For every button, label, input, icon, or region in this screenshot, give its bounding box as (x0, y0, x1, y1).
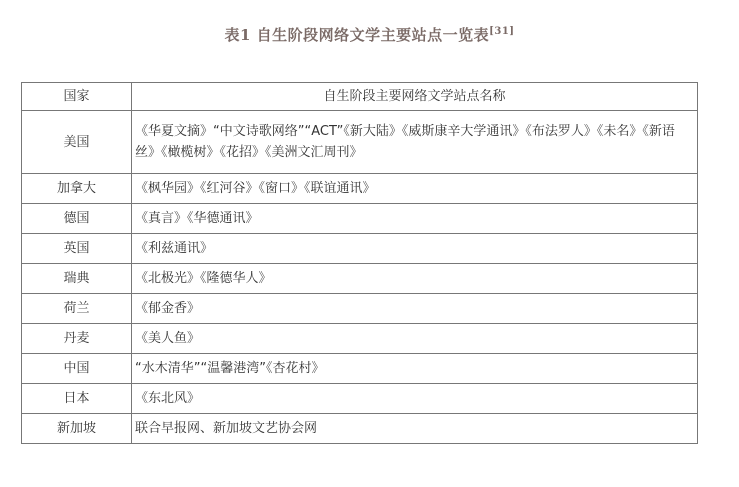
table-row (22, 204, 698, 234)
country-cell: 英国 (22, 234, 132, 264)
sites-cell: 《东北风》 (132, 384, 698, 414)
sites-cell: 联合早报网、新加坡文艺协会网 (132, 414, 698, 444)
table-header-row (22, 83, 698, 111)
country-cell: 美国 (22, 111, 132, 174)
table-row (22, 234, 698, 264)
header-sites: 自生阶段主要网络文学站点名称 (132, 83, 698, 111)
sites-cell: 《真言》《华德通讯》 (132, 204, 698, 234)
sites-cell: 《美人鱼》 (132, 324, 698, 354)
table-row (22, 264, 698, 294)
sites-cell: 《华夏文摘》“中文诗歌网络”“ACT”《新大陆》《威斯康辛大学通讯》《布法罗人》《未名》《新语丝》《橄榄树》《花招》《美洲文汇周刊》 (132, 111, 698, 174)
citation-marker: [31] (489, 26, 515, 37)
country-cell: 新加坡 (22, 414, 132, 444)
table-row (22, 294, 698, 324)
table-row (22, 354, 698, 384)
country-cell: 丹麦 (22, 324, 132, 354)
caption-title: 表1 自生阶段网络文学主要站点一览表 (224, 26, 490, 44)
table-caption (0, 24, 739, 45)
sites-cell: 《利兹通讯》 (132, 234, 698, 264)
sites-cell: 《枫华园》《红河谷》《窗口》《联谊通讯》 (132, 174, 698, 204)
table-row (22, 111, 698, 174)
country-cell: 日本 (22, 384, 132, 414)
country-cell: 荷兰 (22, 294, 132, 324)
sites-cell: 《郁金香》 (132, 294, 698, 324)
sites-table (21, 82, 698, 444)
sites-cell: 《北极光》《隆德华人》 (132, 264, 698, 294)
sites-cell: “水木清华”“温馨港湾”《杏花村》 (132, 354, 698, 384)
table-row (22, 414, 698, 444)
table-row (22, 384, 698, 414)
table-row (22, 324, 698, 354)
header-country: 国家 (22, 83, 132, 111)
country-cell: 德国 (22, 204, 132, 234)
country-cell: 瑞典 (22, 264, 132, 294)
country-cell: 中国 (22, 354, 132, 384)
country-cell: 加拿大 (22, 174, 132, 204)
table-row (22, 174, 698, 204)
